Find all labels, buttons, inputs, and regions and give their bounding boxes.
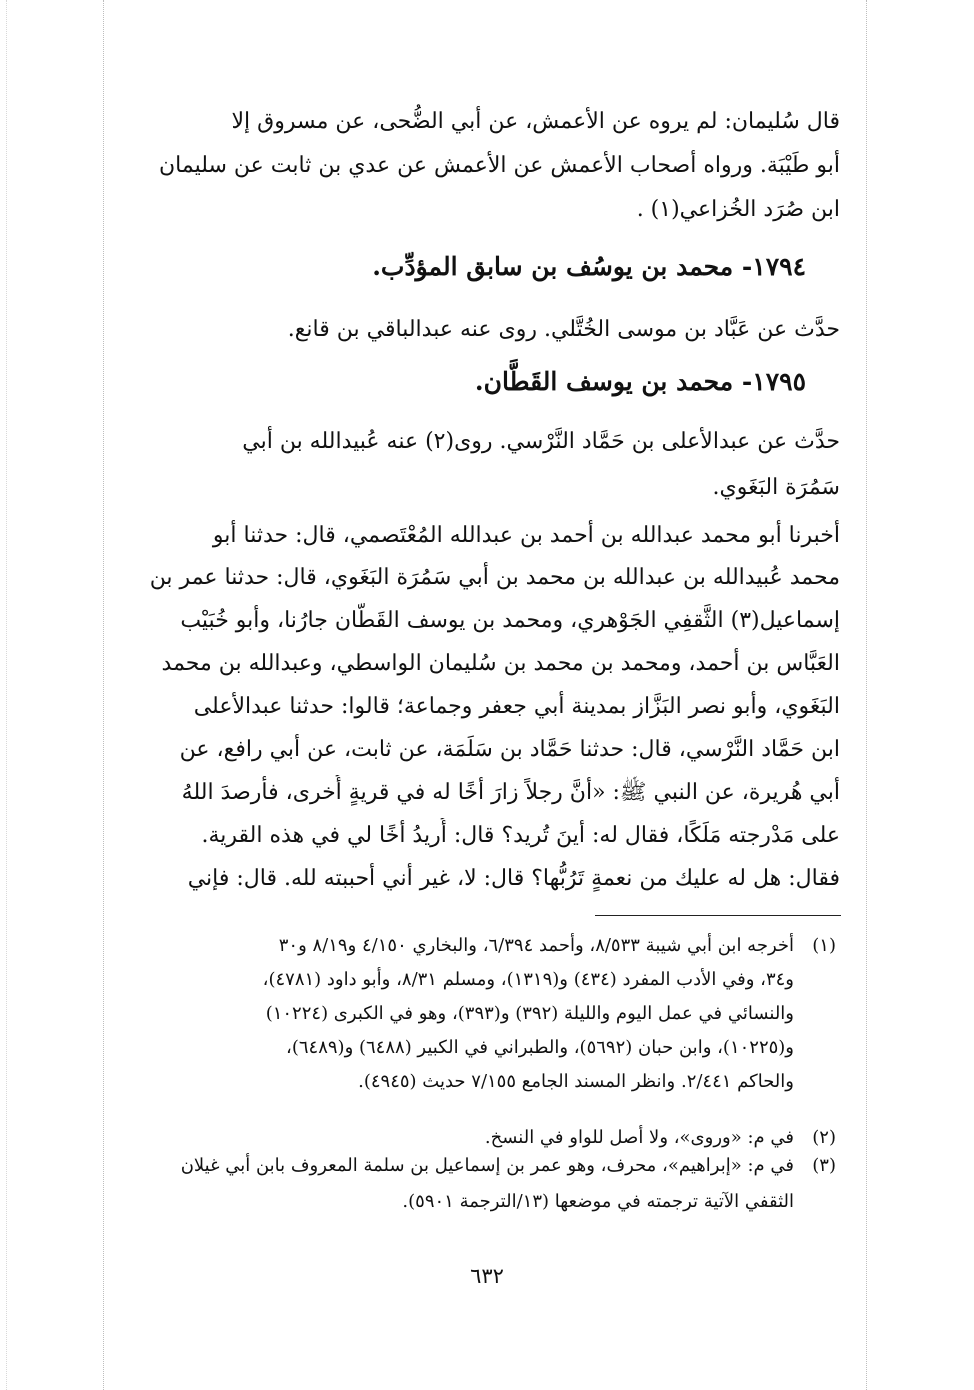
entry-heading-1794: ١٧٩٤- محمد بن يوسُف بن سابق المؤدِّب.	[372, 252, 806, 281]
footnote-2	[128, 1124, 794, 1154]
paragraph-1795	[130, 424, 840, 516]
footnote-line: أخرجه ابن أبي شيبة ٨/٥٣٣، وأحمد ٦/٣٩٤، والبخاري ٤/١٥٠ و٨/١٩ و٣٠	[278, 935, 794, 956]
edge-line	[6, 0, 8, 1390]
text-line: فقال: هل له عليك من نعمةٍ تَرُبُّها؟ قال: لا، غير أني أحببته لله. قال: فإني	[187, 866, 840, 891]
footnote-3	[128, 1152, 794, 1220]
page-number: ٦٣٢	[470, 1264, 504, 1288]
paragraph-intro	[130, 100, 840, 240]
text-line: ابن صُرَد الخُزاعي(١) .	[636, 197, 840, 222]
text-line: العَبَّاس بن أحمد، ومحمد بن محمد بن سُليمان الواسطي، وعبدالله بن محمد	[161, 651, 840, 676]
text-line: قال سُليمان: لم يروه عن الأعمش، عن أبي الضُّحى، عن مسروق إلا	[231, 109, 840, 134]
text-line: محمد عُبيدالله بن عبدالله بن محمد بن أبي سَمُرَة البَغَوي، قال: حدثنا عمر بن	[149, 565, 840, 590]
text-line: أبي هُريرة، عن النبي ﷺ: «أنَّ رجلاً زارَ أخًا له في قريةٍ أُخرى، فأرصدَ اللهُ	[181, 780, 840, 805]
text-line: حدَّث عن عَبَّاد بن موسى الخُتَّلي. روى عنه عبدالباقي بن قانع.	[287, 317, 840, 342]
footnote-line: والنسائي في عمل اليوم والليلة (٣٩٢) و(٣٩٣)، وهو في الكبرى (١٠٢٢٤)	[265, 1003, 794, 1024]
text-line: سَمُرَة البَغَوي.	[712, 475, 840, 500]
footnote-number: (٣)	[812, 1155, 836, 1176]
footnote-line: في م: «وروى»، ولا أصل للواو في النسخ.	[484, 1127, 794, 1148]
paragraph-hadith	[130, 518, 840, 908]
text-line: على مَدْرجته مَلَكًا، فقال له: أينَ تُريد؟ قال: أُريدُ أخًا لي في هذه القرية.	[201, 823, 840, 848]
left-margin-line	[103, 0, 105, 1390]
right-margin-line	[866, 0, 868, 1390]
footnote-number: (١)	[812, 935, 836, 956]
footnote-number: (٢)	[812, 1127, 836, 1148]
paragraph-1794	[130, 312, 840, 356]
text-line: حدَّث عن عبدالأعلى بن حَمَّاد النَّرْسي. روى(٢) عنه عُبيدالله بن أبي	[242, 429, 840, 454]
entry-heading-1795: ١٧٩٥- محمد بن يوسف القَطَّان.	[474, 367, 806, 396]
footnote-line: و٣٤، وفي الأدب المفرد (٤٣٤) و(١٣١٩)، ومسلم ٨/٣١، وأبو داود (٤٧٨١)،	[262, 969, 794, 990]
text-line: البَغَوي، وأبو نصر البَزَّاز بمدينة أبي جعفر وجماعة؛ قالوا: حدثنا عبدالأعلى	[193, 694, 840, 719]
footnote-line: والحاكم ٢/٤٤١. وانظر المسند الجامع ٧/١٥٥ حديث (٤٩٤٥).	[358, 1071, 794, 1092]
footnote-line: الثقفي الآتية ترجمته في موضعها (١٣/الترجمة ٥٩٠١).	[402, 1191, 794, 1212]
text-line: أبو طَيْبَة. ورواه أصحاب الأعمش عن الأعمش عن عدي بن ثابت عن سليمان	[159, 153, 840, 178]
text-line: ابن حَمَّاد النَّرْسي، قال: حدثنا حَمَّاد بن سَلَمَة، عن ثابت، عن أبي رافع، عن	[179, 737, 840, 762]
footnote-line: في م: «إبراهيم»، محرف، وهو عمر بن إسماعيل بن سلمة المعروف بابن أبي غيلان	[180, 1155, 794, 1176]
text-line: إسماعيل(٣) الثَّقفِي الجَوْهري، ومحمد بن يوسف القَطَّان جارُنا، وأبو خُبَيْب	[180, 608, 840, 633]
footnote-line: و(١٠٢٢٥)، وابن حبان (٥٦٩٢)، والطبراني في الكبير (٦٤٨٨) و(٦٤٨٩)،	[286, 1037, 794, 1058]
text-line: أخبرنا أبو محمد عبدالله بن أحمد بن عبدالله المُعْتَصمي، قال: حدثنا أبو	[212, 523, 840, 548]
footnote-separator	[595, 915, 841, 916]
footnote-1	[128, 932, 794, 1122]
